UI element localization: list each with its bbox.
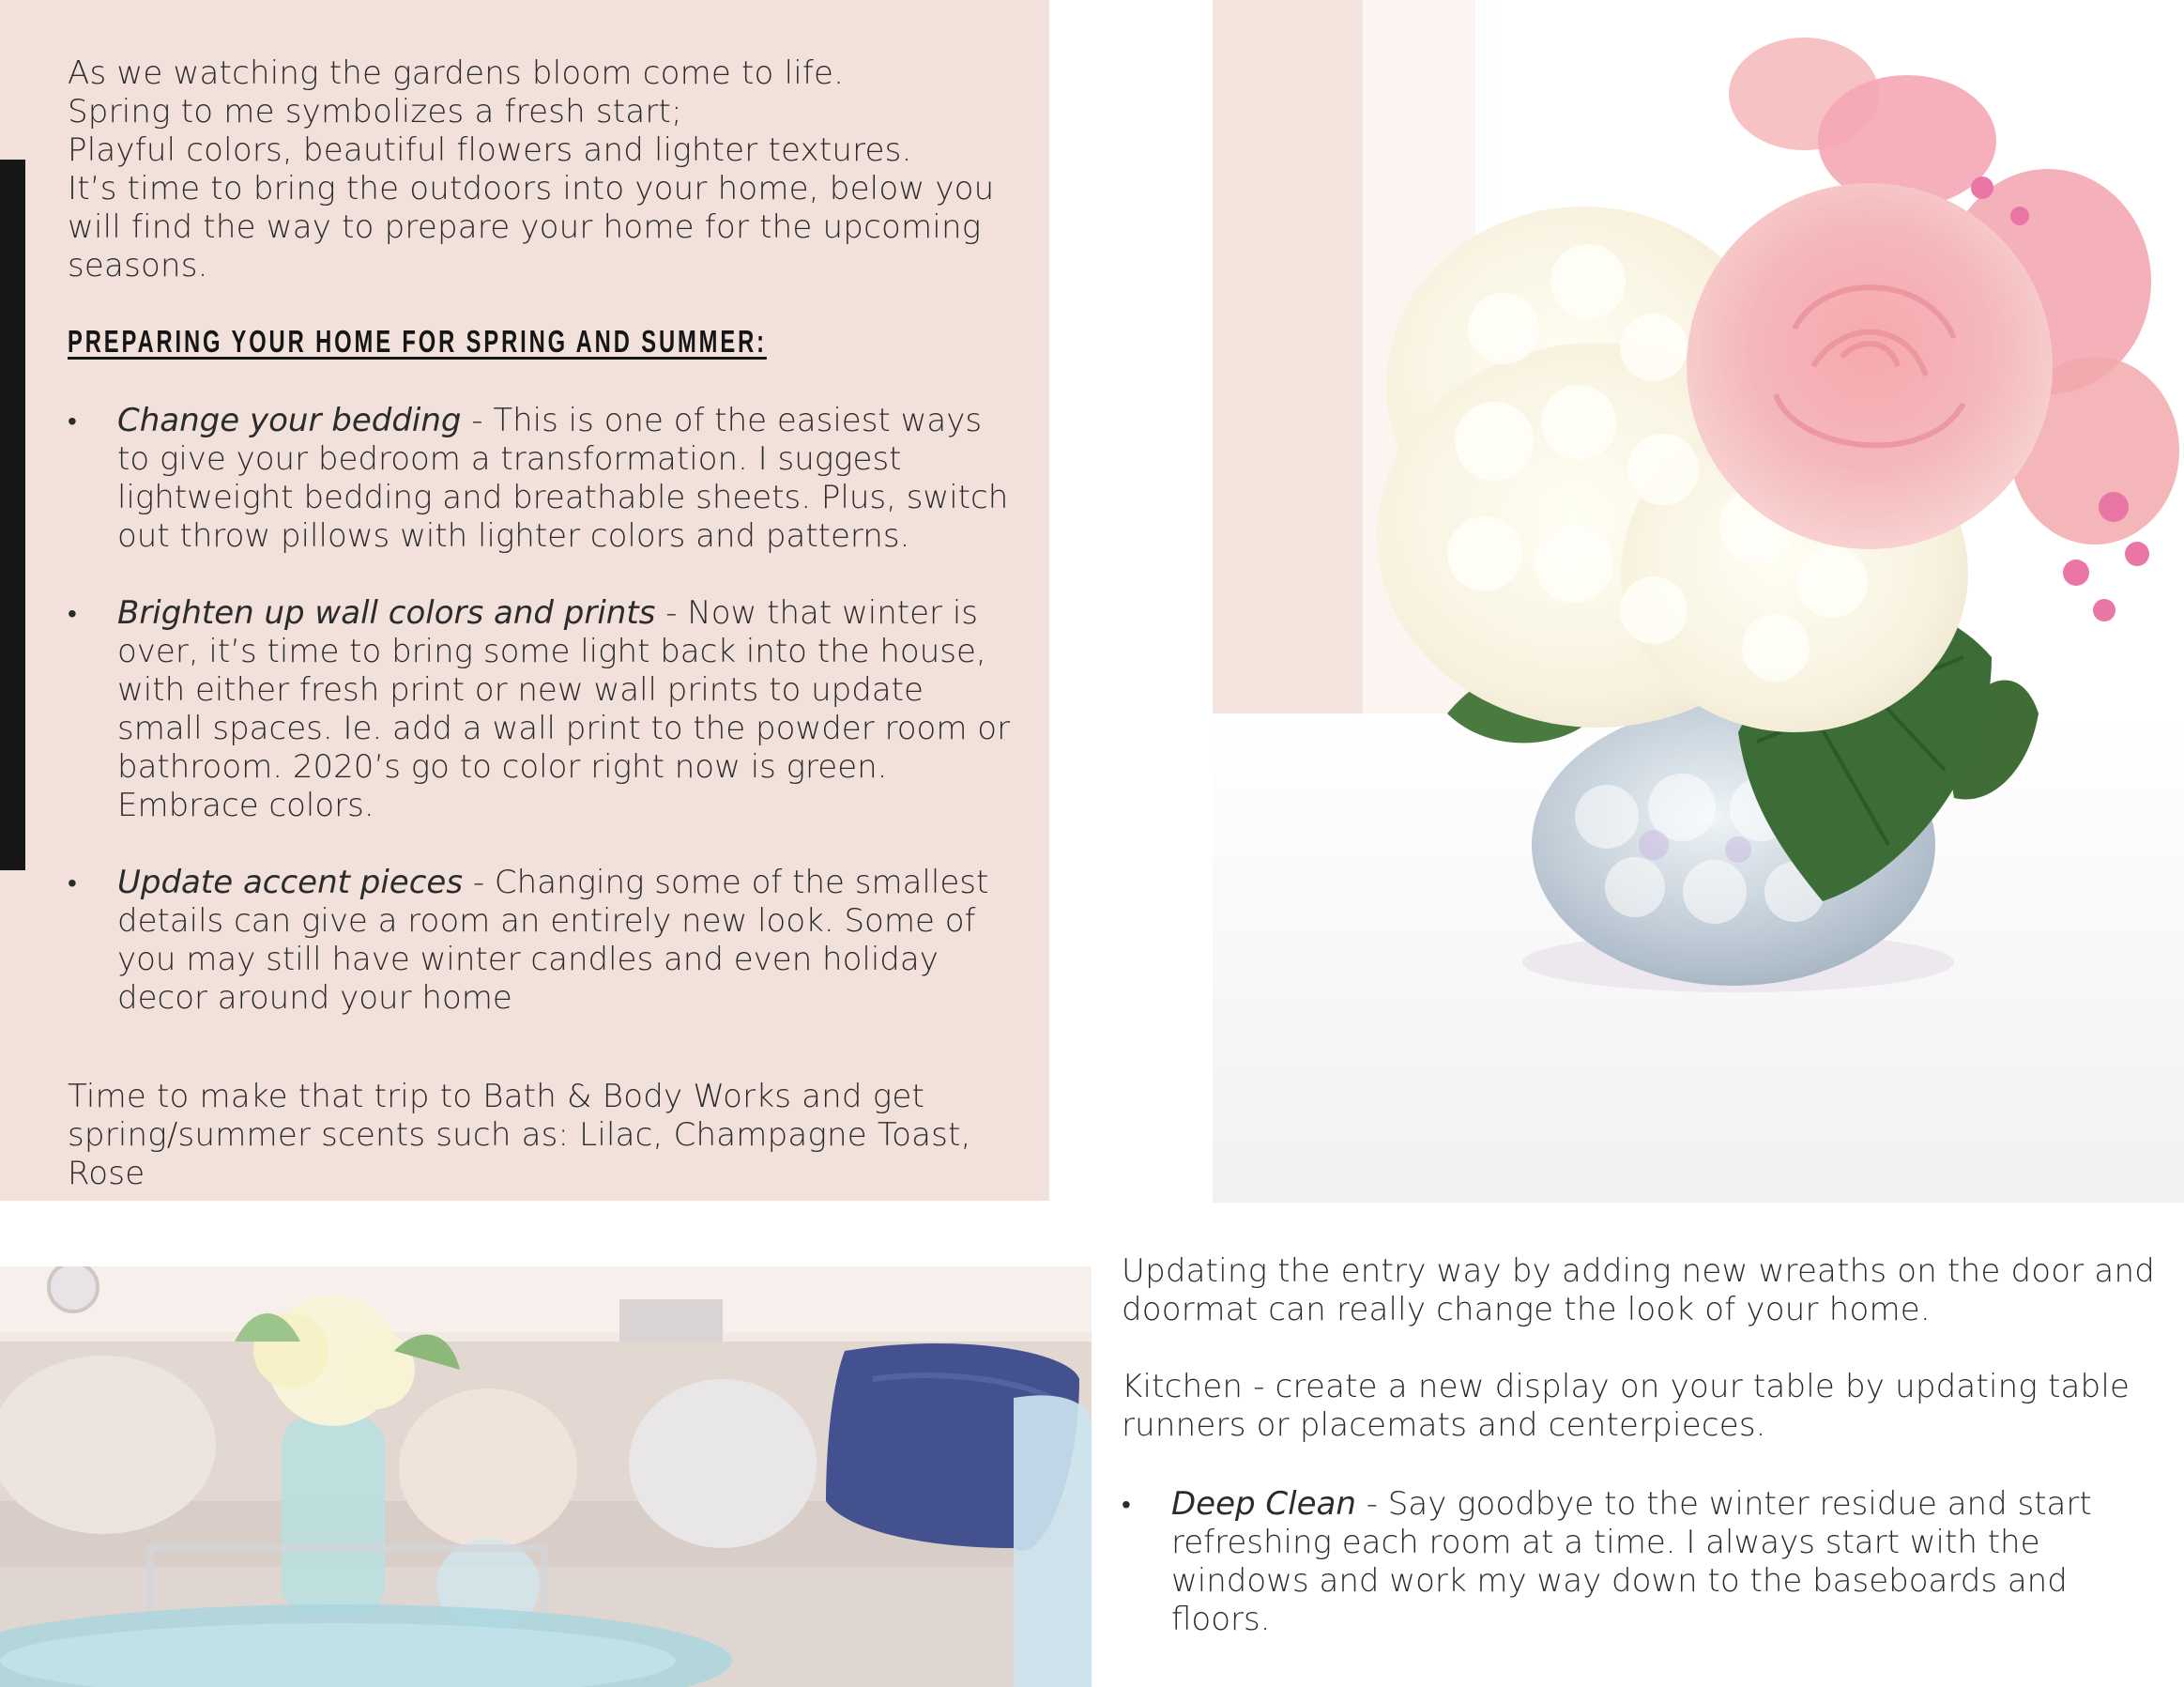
tip-title: Update accent pieces (117, 864, 464, 901)
kitchen-text: Kitchen - create a new display on your table by updating table runners or placemats and centerpieces. (1122, 1368, 2131, 1444)
tip-title: Deep Clean (1171, 1485, 1356, 1523)
tips-list (68, 402, 1016, 1018)
flower-arrangement-photo (1213, 0, 2184, 1203)
tip-text (117, 402, 1008, 555)
tip-body: - Now that winter is over, it’s time to bring some light back into the house, with either fresh print or new wall prints to update small spaces. Ie. add a wall print to the powder room or bathroom. 2020’s go to color right now is green. Embrace colors. (117, 594, 1011, 824)
flower-arrangement-illustration (1213, 0, 2184, 1203)
intro-line: As we watching the gardens bloom come to life. (68, 54, 845, 92)
tip-text (1171, 1485, 2092, 1638)
deep-clean-list (1122, 1485, 2173, 1639)
accent-bar (0, 160, 25, 870)
tip-wall-colors (68, 594, 1016, 825)
section-title: PREPARING YOUR HOME FOR SPRING AND SUMMER: (68, 324, 767, 359)
tip-body: - Say goodbye to the winter residue and start refreshing each room at a time. I always start with the windows and work my way down to the baseboards and floors. (1171, 1485, 2092, 1638)
intro-line: Spring to me symbolizes a fresh start; (68, 93, 682, 130)
living-room-illustration (0, 1266, 1092, 1687)
tip-text (117, 594, 1010, 824)
tip-deep-clean (1122, 1485, 2173, 1639)
entry-way-text: Updating the entry way by adding new wreaths on the door and doormat can really change the look of your home. (1122, 1252, 2155, 1328)
bullet-icon: • (1122, 1489, 1131, 1520)
tip-accent-pieces (68, 864, 1016, 1018)
tip-title: Change your bedding (117, 402, 462, 439)
intro-line: Playful colors, beautiful flowers and lighter textures. (68, 131, 912, 169)
intro-line: It’s time to bring the outdoors into your home, below you will find the way to prepare your home for the upcoming seasons. (68, 170, 995, 284)
right-column-text (1122, 1252, 2173, 1483)
tip-body: - Changing some of the smallest details can give a room an entirely new look. Some of you may still have winter candles and even holiday decor around your home (117, 864, 989, 1017)
tip-text (117, 864, 988, 1017)
living-room-photo (0, 1266, 1092, 1687)
tip-body: - This is one of the easiest ways to give your bedroom a transformation. I suggest lightweight bedding and breathable sheets. Plus, switch out throw pillows with lighter colors and patterns. (117, 402, 1009, 555)
bullet-icon: • (68, 598, 77, 629)
closing-text: Time to make that trip to Bath & Body Works and get spring/summer scents such as: Lilac, Champagne Toast, Rose (68, 1078, 971, 1192)
tip-bedding (68, 402, 1016, 556)
intro-text (68, 54, 1016, 285)
tip-title: Brighten up wall colors and prints (117, 594, 656, 632)
bullet-icon: • (68, 867, 77, 898)
bullet-icon: • (68, 406, 77, 437)
